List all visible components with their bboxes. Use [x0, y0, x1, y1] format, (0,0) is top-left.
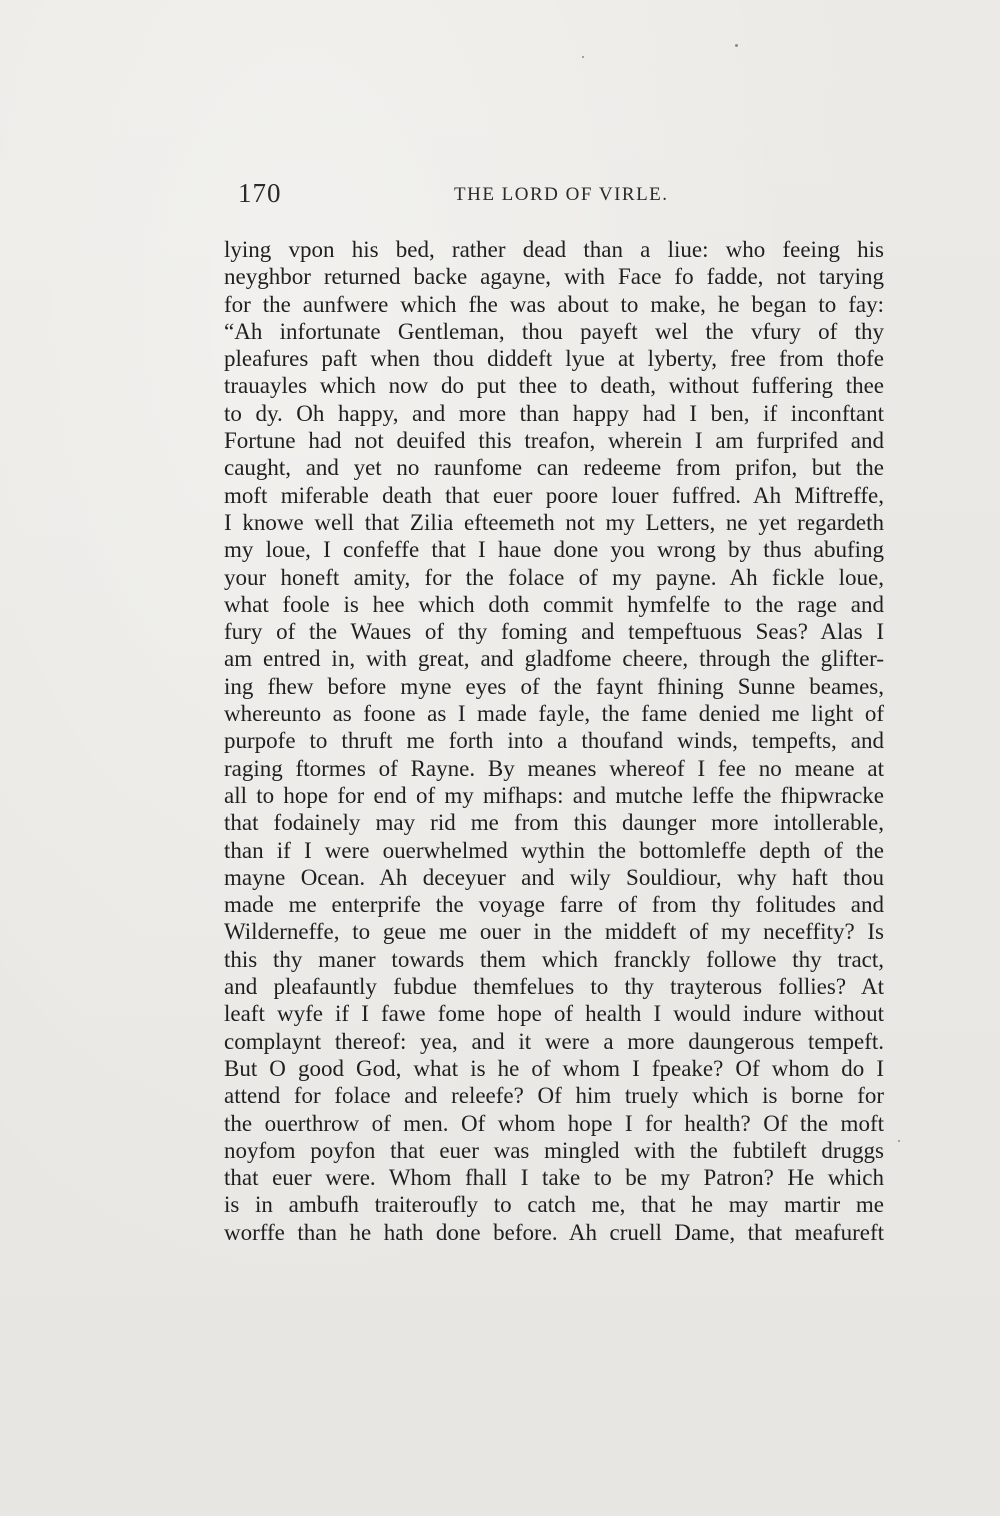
- text-line: this thy maner towards them which franckly followe thy tract,: [224, 946, 884, 972]
- text-line: that euer were. Whom fhall I take to be my Patron? He which: [224, 1165, 884, 1191]
- text-line: worffe than he hath done before. Ah cruell Dame, that meafureft: [224, 1219, 884, 1245]
- paper-speck: [735, 44, 738, 47]
- text-line: am entred in, with great, and gladfome cheere, through the glifter-: [224, 646, 884, 672]
- text-line: to dy. Oh happy, and more than happy had I ben, if inconftant: [224, 400, 884, 426]
- running-title: THE LORD OF VIRLE.: [454, 184, 669, 205]
- text-line: trauayles which now do put thee to death, without fuffering thee: [224, 373, 884, 399]
- text-line: whereunto as foone as I made fayle, the fame denied me light of: [224, 701, 884, 727]
- text-line: and pleafauntly fubdue themfelues to thy trayterous follies? At: [224, 974, 884, 1000]
- text-line: ing fhew before myne eyes of the faynt fhining Sunne beames,: [224, 673, 884, 699]
- text-line: leaft wyfe if I fawe fome hope of health I would indure without: [224, 1001, 884, 1027]
- text-line: that fodainely may rid me from this daunger more intollerable,: [224, 810, 884, 836]
- text-line: than if I were ouerwhelmed wythin the bottomleffe depth of the: [224, 837, 884, 863]
- running-head: [238, 178, 878, 212]
- text-line: all to hope for end of my mifhaps: and mutche leffe the fhipwracke: [224, 782, 884, 808]
- paper-speck: [582, 56, 584, 58]
- text-line: is in ambufh traiteroufly to catch me, that he may martir me: [224, 1192, 884, 1218]
- text-line: lying vpon his bed, rather dead than a liue: who feeing his: [224, 237, 884, 262]
- body-text: [224, 236, 884, 1246]
- paper-speck: [898, 1140, 900, 1142]
- text-line: fury of the Waues of thy foming and tempeftuous Seas? Alas I: [224, 619, 884, 645]
- text-line: Fortune had not deuifed this treafon, wherein I am furprifed and: [224, 428, 884, 454]
- text-line: the ouerthrow of men. Of whom hope I for health? Of the moft: [224, 1110, 884, 1136]
- text-line: my loue, I confeffe that I haue done you wrong by thus abufing: [224, 537, 884, 563]
- text-line: your honeft amity, for the folace of my payne. Ah fickle loue,: [224, 564, 884, 590]
- text-line: “Ah infortunate Gentleman, thou payeft wel the vfury of thy: [224, 318, 884, 344]
- text-line: purpofe to thruft me forth into a thoufand winds, tempefts, and: [224, 728, 884, 754]
- text-line: But O good God, what is he of whom I fpeake? Of whom do I: [224, 1055, 884, 1081]
- text-line: pleafures paft when thou diddeft lyue at lyberty, free from thofe: [224, 346, 884, 372]
- text-line: Wilderneffe, to geue me ouer in the middeft of my neceffity? Is: [224, 919, 884, 945]
- text-line: caught, and yet no raunfome can redeeme from prifon, but the: [224, 455, 884, 481]
- text-line: complaynt thereof: yea, and it were a more daungerous tempeft.: [224, 1028, 884, 1054]
- text-line: I knowe well that Zilia efteemeth not my Letters, ne yet regardeth: [224, 509, 884, 535]
- text-line: attend for folace and releefe? Of him truely which is borne for: [224, 1083, 884, 1109]
- text-line: what foole is hee which doth commit hymfelfe to the rage and: [224, 591, 884, 617]
- text-line: for the aunfwere which fhe was about to make, he began to fay:: [224, 291, 884, 317]
- text-line: noyfom poyfon that euer was mingled with the fubtileft druggs: [224, 1137, 884, 1163]
- text-line: neyghbor returned backe agayne, with Face fo fadde, not tarying: [224, 264, 884, 290]
- text-line: made me enterprife the voyage farre of from thy folitudes and: [224, 892, 884, 918]
- page-number: 170: [238, 178, 282, 208]
- text-line: mayne Ocean. Ah deceyuer and wily Souldiour, why haft thou: [224, 864, 884, 890]
- text-line: raging ftormes of Rayne. By meanes whereof I fee no meane at: [224, 755, 884, 781]
- text-line: moft miferable death that euer poore louer fuffred. Ah Miftreffe,: [224, 482, 884, 508]
